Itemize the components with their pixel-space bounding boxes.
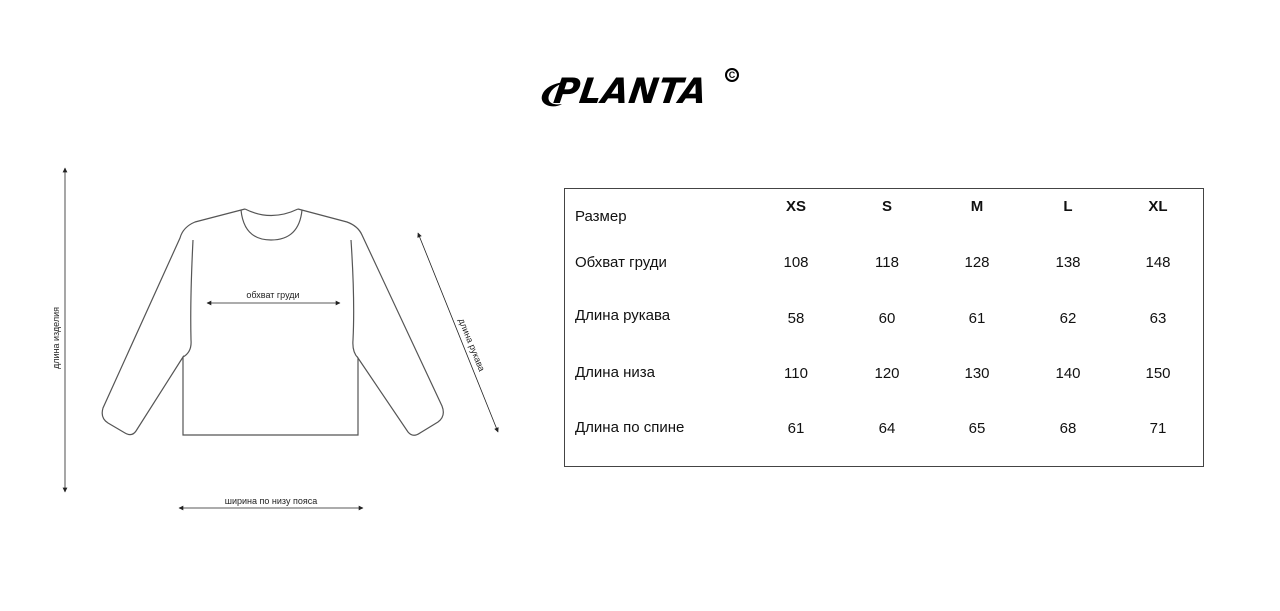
table-cell: 65 xyxy=(968,420,986,437)
chest-label: обхват груди xyxy=(246,290,300,300)
table-cell: 62 xyxy=(1059,310,1077,327)
table-cell: 120 xyxy=(874,365,900,382)
garment-diagram xyxy=(0,0,560,611)
brand-name: PLANTA xyxy=(551,72,710,112)
row-label-sleeve: Длина рукава xyxy=(575,307,671,324)
table-cell: 118 xyxy=(875,254,899,271)
size-header-m: M xyxy=(970,198,984,215)
size-header-s: S xyxy=(881,198,892,215)
table-cell: 60 xyxy=(878,310,896,327)
size-table xyxy=(564,188,1204,467)
size-header-xs: XS xyxy=(785,198,806,215)
sleeve-label: длина рукава xyxy=(456,316,487,373)
table-cell: 61 xyxy=(787,420,805,437)
row-label-back: Длина по спине xyxy=(575,419,685,436)
length-label: длина изделия xyxy=(51,306,61,370)
table-cell: 130 xyxy=(964,365,990,382)
sweatshirt-outline xyxy=(102,209,443,435)
row-label-bottom: Длина низа xyxy=(575,364,655,381)
table-cell: 71 xyxy=(1149,420,1167,437)
table-cell: 138 xyxy=(1055,254,1081,271)
table-cell: 64 xyxy=(878,420,896,437)
size-header-label: Размер xyxy=(575,208,627,225)
size-header-xl: XL xyxy=(1148,198,1168,215)
table-cell: 61 xyxy=(968,310,986,327)
brand-logo xyxy=(538,64,743,114)
table-cell: 148 xyxy=(1145,254,1171,271)
table-cell: 128 xyxy=(964,254,990,271)
size-header-l: L xyxy=(1063,198,1073,215)
table-cell: 68 xyxy=(1059,420,1077,437)
table-cell: 150 xyxy=(1145,365,1171,382)
table-cell: 63 xyxy=(1149,310,1167,327)
copyright-mark: C xyxy=(725,68,739,82)
table-cell: 58 xyxy=(787,310,805,327)
sleeve-arrow xyxy=(418,233,498,432)
hem-label: ширина по низу пояса xyxy=(224,496,318,506)
table-cell: 108 xyxy=(783,254,809,271)
row-label-chest: Обхват груди xyxy=(575,254,667,271)
table-cell: 110 xyxy=(784,365,808,382)
table-cell: 140 xyxy=(1055,365,1081,382)
